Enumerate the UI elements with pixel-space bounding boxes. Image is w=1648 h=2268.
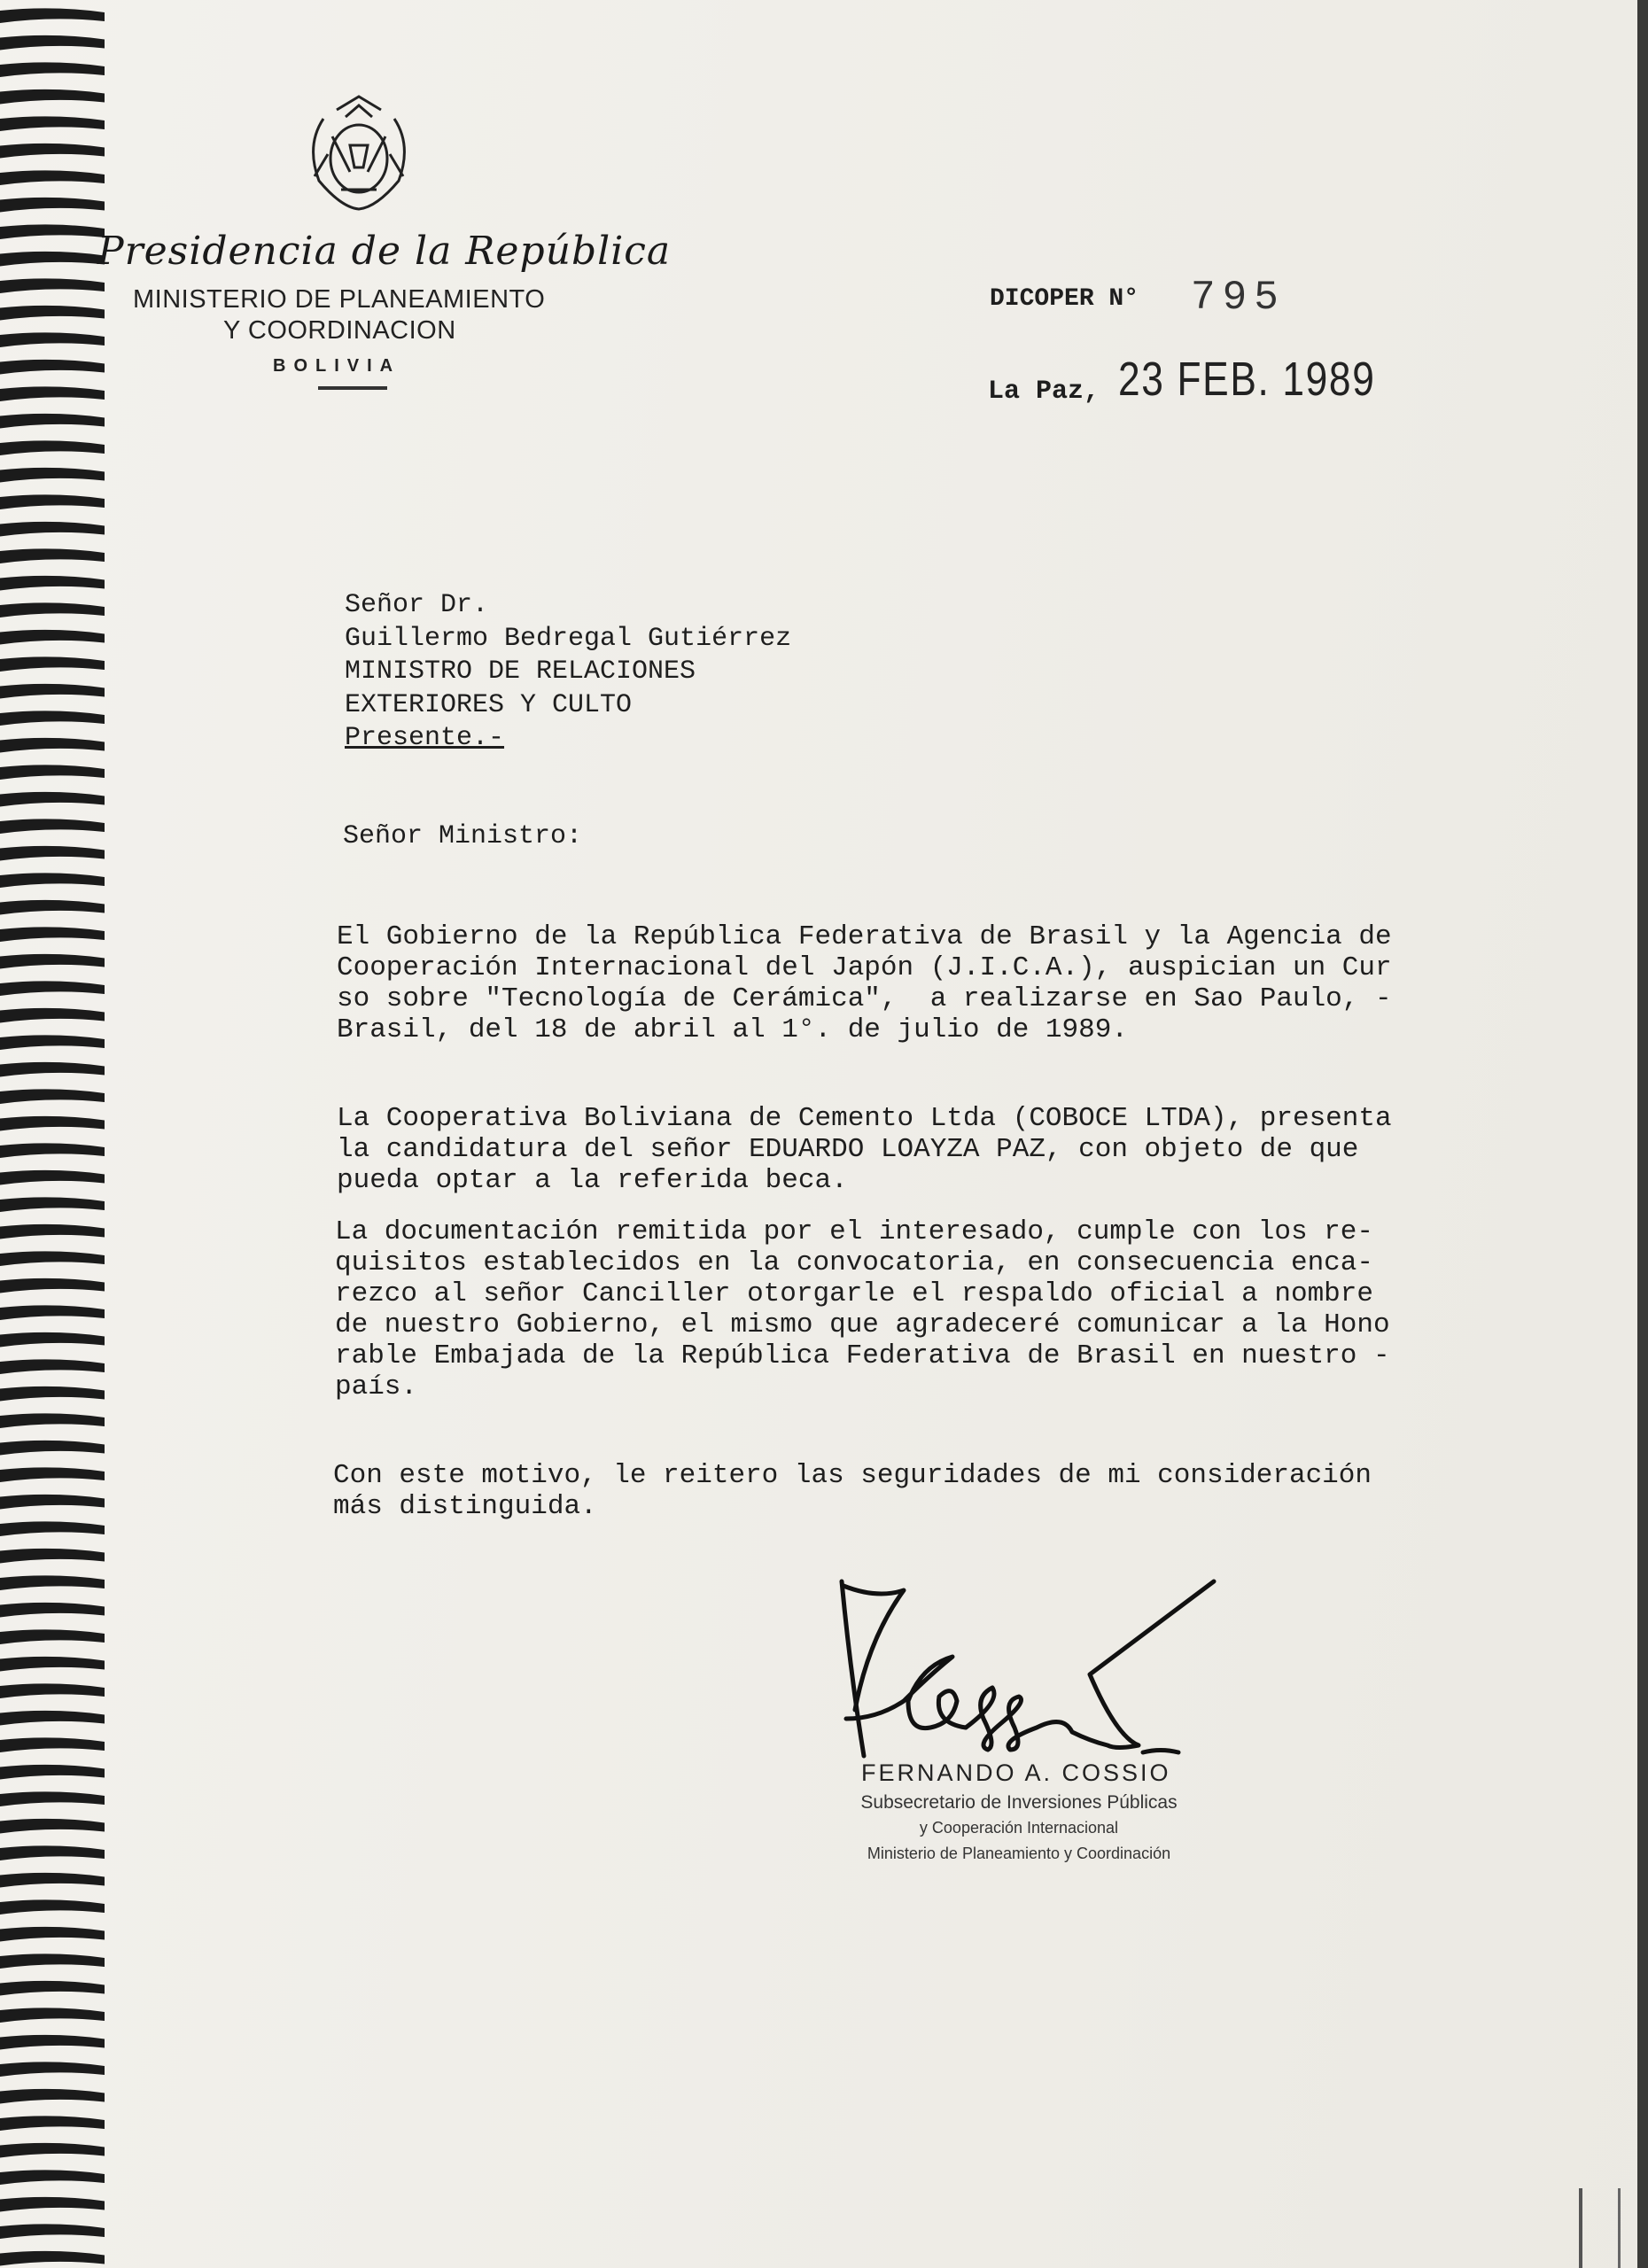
spiral-coil [0, 1549, 105, 1564]
spiral-coil [0, 1224, 105, 1239]
spiral-coil [0, 494, 105, 509]
text-line: pueda optar a la referida beca. [337, 1165, 848, 1196]
spiral-coil [0, 981, 105, 996]
paragraph-2 [337, 1103, 1392, 1196]
coat-of-arms-emblem [288, 92, 430, 212]
spiral-coil [0, 360, 105, 375]
spiral-coil [0, 89, 105, 105]
spiral-coil [0, 1305, 105, 1320]
signatory-name: FERNANDO A. COSSIO [861, 1759, 1171, 1786]
spiral-coil [0, 1441, 105, 1456]
spiral-coil [0, 386, 105, 401]
spiral-coil [0, 630, 105, 645]
reference-number: 795 [1191, 275, 1286, 321]
spiral-coil [0, 1251, 105, 1266]
spiral-coil [0, 1927, 105, 1942]
spiral-coil [0, 846, 105, 861]
spiral-coil [0, 1062, 105, 1077]
signatory-title-line: Ministerio de Planeamiento y Coordinación [867, 1845, 1171, 1862]
spiral-coil [0, 1495, 105, 1510]
reference-label: DICOPER N° [990, 285, 1139, 313]
addressee-line: Guillermo Bedregal Gutiérrez [345, 623, 792, 654]
spiral-coil [0, 252, 105, 267]
spiral-coil [0, 1278, 105, 1293]
spiral-coil [0, 792, 105, 807]
spiral-coil [0, 576, 105, 591]
spiral-coil [0, 1737, 105, 1752]
spiral-coil [0, 1819, 105, 1834]
addressee-line: EXTERIORES Y CULTO [345, 689, 633, 720]
spiral-coil [0, 819, 105, 834]
spiral-coil [0, 8, 105, 23]
text-line: rezco al señor Canciller otorgarle el respaldo oficial a nombre [335, 1278, 1373, 1309]
spiral-coil [0, 1089, 105, 1104]
spiral-coil [0, 306, 105, 321]
spiral-coil [0, 2089, 105, 2104]
date-place: La Paz, [988, 377, 1100, 407]
spiral-coil [0, 414, 105, 429]
paragraph-3 [335, 1216, 1390, 1402]
page-edge-mark [1579, 2188, 1621, 2268]
text-line: quisitos establecidos en la convocatoria, en consecuencia enca- [335, 1247, 1373, 1278]
spiral-coil [0, 1603, 105, 1618]
spiral-coil [0, 1116, 105, 1131]
spiral-coil [0, 1981, 105, 1996]
country-name: BOLIVIA [273, 356, 401, 376]
spiral-coil [0, 1197, 105, 1212]
text-line: país. [335, 1371, 418, 1402]
text-line: El Gobierno de la República Federativa de Brasil y la Agencia de [337, 921, 1392, 952]
spiral-coil [0, 1953, 105, 1969]
spiral-coil [0, 765, 105, 780]
spiral-coil [0, 2251, 105, 2266]
signatory-title-line: Subsecretario de Inversiones Públicas [860, 1792, 1178, 1813]
spiral-coil [0, 332, 105, 347]
spiral-coil [0, 927, 105, 942]
spiral-coil [0, 2197, 105, 2212]
spiral-coil [0, 1008, 105, 1023]
addressee-line: MINISTRO DE RELACIONES [345, 656, 696, 687]
handwritten-signature [824, 1568, 1258, 1759]
spiral-coil [0, 35, 105, 50]
spiral-coil [0, 1332, 105, 1348]
spiral-coil [0, 2035, 105, 2050]
spiral-coil [0, 1359, 105, 1374]
spiral-coil [0, 62, 105, 77]
presidency-heading: Presidencia de la República [97, 229, 672, 274]
text-line: de nuestro Gobierno, el mismo que agradeceré comunicar a la Hono [335, 1309, 1390, 1340]
spiral-coil [0, 684, 105, 699]
date-stamp: 23 FEB. 1989 [1118, 353, 1376, 406]
spiral-coil [0, 711, 105, 726]
spiral-coil [0, 2116, 105, 2131]
spiral-coil [0, 1873, 105, 1888]
spiral-coil [0, 1683, 105, 1698]
spiral-coil [0, 1386, 105, 1402]
signatory-title [811, 1790, 1227, 1867]
spiral-coil [0, 548, 105, 563]
ministry-name-line1: MINISTERIO DE PLANEAMIENTO [133, 285, 546, 314]
salutation: Señor Ministro: [343, 821, 583, 851]
spiral-binding [0, 0, 111, 2268]
text-line: más distinguida. [333, 1491, 597, 1522]
spiral-coil [0, 1629, 105, 1644]
letterhead-divider [318, 386, 387, 390]
spiral-coil [0, 1899, 105, 1915]
text-line: Brasil, del 18 de abril al 1°. de julio de 1989. [337, 1014, 1128, 1045]
text-line: La documentación remitida por el interesado, cumple con los re- [335, 1216, 1373, 1247]
spiral-coil [0, 1657, 105, 1672]
spiral-coil [0, 2170, 105, 2185]
text-line: Cooperación Internacional del Japón (J.I.C.A.), auspician un Cur [337, 952, 1392, 983]
spiral-coil [0, 1035, 105, 1050]
spiral-coil [0, 602, 105, 617]
spiral-coil [0, 954, 105, 969]
spiral-coil [0, 738, 105, 753]
spiral-coil [0, 1170, 105, 1185]
spiral-coil [0, 224, 105, 239]
addressee-line: Presente.- [345, 723, 505, 753]
spiral-coil [0, 522, 105, 537]
addressee-block [345, 589, 791, 756]
text-line: rable Embajada de la República Federativa de Brasil en nuestro - [335, 1340, 1390, 1371]
spiral-coil [0, 900, 105, 915]
spiral-coil [0, 468, 105, 483]
spiral-coil [0, 116, 105, 131]
spiral-coil [0, 2224, 105, 2239]
spiral-coil [0, 440, 105, 455]
signatory-title-line: y Cooperación Internacional [919, 1819, 1119, 1837]
spiral-coil [0, 656, 105, 672]
addressee-line: Señor Dr. [345, 590, 489, 620]
spiral-coil [0, 278, 105, 293]
ministry-name-line2: Y COORDINACION [223, 316, 456, 345]
text-line: Con este motivo, le reitero las seguridades de mi consideración [333, 1460, 1372, 1491]
spiral-coil [0, 1711, 105, 1726]
spiral-coil [0, 2143, 105, 2158]
spiral-coil [0, 2008, 105, 2023]
spiral-coil [0, 198, 105, 213]
text-line: La Cooperativa Boliviana de Cemento Ltda (COBOCE LTDA), presenta [337, 1103, 1392, 1134]
spiral-coil [0, 1467, 105, 1482]
text-line: so sobre "Tecnología de Cerámica", a realizarse en Sao Paulo, - [337, 983, 1392, 1014]
spiral-coil [0, 1845, 105, 1860]
spiral-coil [0, 1521, 105, 1536]
spiral-coil [0, 1575, 105, 1590]
spiral-coil [0, 873, 105, 888]
spiral-coil [0, 2062, 105, 2077]
spiral-coil [0, 170, 105, 185]
spiral-coil [0, 1413, 105, 1428]
spiral-coil [0, 1143, 105, 1158]
spiral-coil [0, 1765, 105, 1780]
spiral-coil [0, 1791, 105, 1806]
paragraph-1 [337, 921, 1392, 1045]
text-line: la candidatura del señor EDUARDO LOAYZA PAZ, con objeto de que [337, 1134, 1359, 1165]
spiral-coil [0, 144, 105, 159]
paragraph-4 [333, 1460, 1372, 1522]
